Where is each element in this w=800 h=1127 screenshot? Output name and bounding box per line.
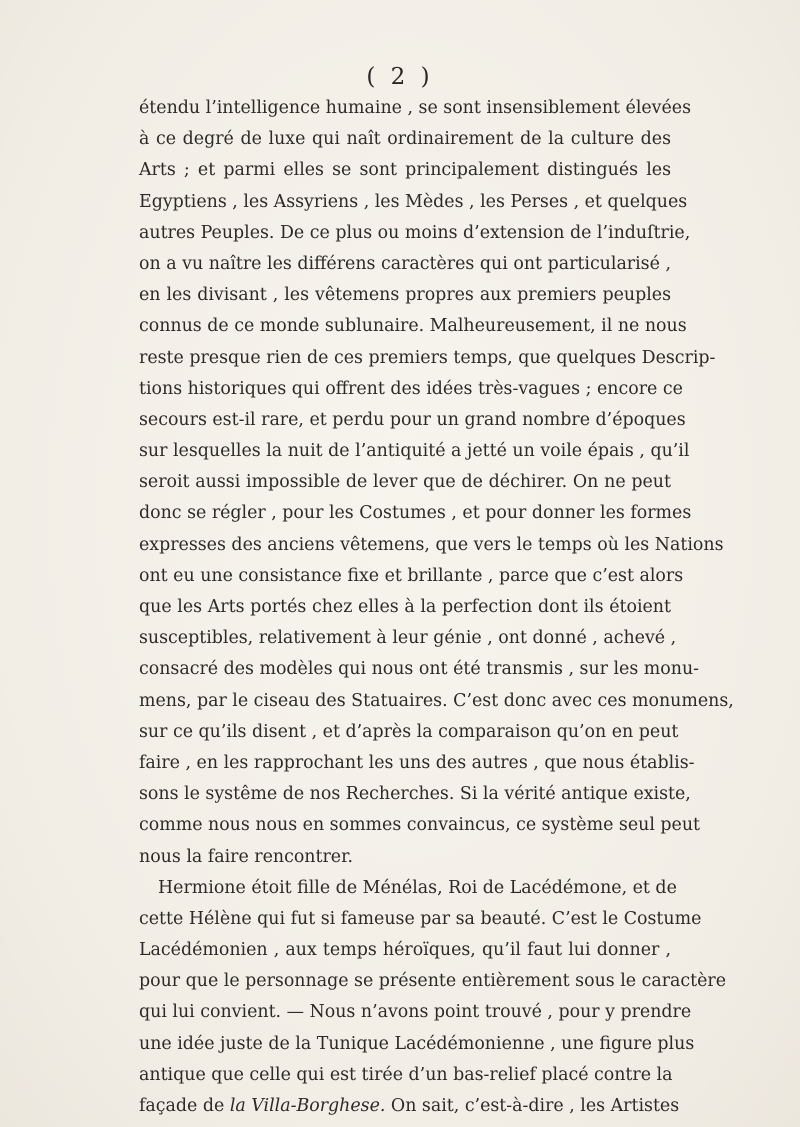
text-line: comme nous nous en sommes convaincus, ce système seul peut [139,815,701,836]
text-line: expresses des anciens vêtemens, que vers le temps où les Nations [139,534,724,555]
text-line: qui lui convient. — Nous n’avons point trouvé , pour y prendre [139,1002,692,1023]
text-line: pour que le personnage se présente entièrement sous le caractère [139,971,727,992]
text-line: que les Arts portés chez elles à la perfection dont ils étoient [139,597,671,617]
text-line: on a vu naître les différens caractères qui ont particularisé , [139,253,671,274]
body-text [139,93,734,1122]
text-line: Arts ; et parmi elles se sont principalement distingués les [139,160,671,181]
text-line: étendu l’intelligence humaine , se sont insensiblement élevées [139,98,692,118]
paragraph-end-line: nous la faire rencontrer. [139,846,354,867]
text-line: une idée juste de la Tunique Lacédémonienne , une figure plus [139,1033,695,1054]
final-text-line [139,1091,680,1122]
text-line: antique que celle qui est tirée d’un bas-relief placé contre la [139,1064,673,1085]
text-line: cette Hélène qui fut si fameuse par sa beauté. C’est le Costume [139,908,702,929]
text-line: sur lesquelles la nuit de l’antiquité a jetté un voile épais , qu’il [139,441,690,462]
text-line: autres Peuples. De ce plus ou moins d’extension de l’induſtrie, [139,222,691,243]
text-line: mens, par le ciseau des Statuaires. C’est donc avec ces monumens, [139,690,734,711]
text-line: ont eu une consistance fixe et brillante , parce que c’est alors [139,565,684,586]
text-line: Egyptiens , les Assyriens , les Mèdes , les Perses , et quelques [139,191,688,212]
text-line: donc se régler , pour les Costumes , et pour donner les formes [139,503,692,524]
text-line: en les divisant , les vêtemens propres aux premiers peuples [139,285,671,306]
text-line: sons le systême de nos Recherches. Si la vérité antique existe, [139,784,691,805]
text-line: faire , en les rapprochant les uns des autres , que nous établis- [139,752,695,773]
page-number: ( 2 ) [366,64,434,90]
villa-borghese-italic: la Villa-Borghese. [229,1096,386,1116]
text-line: susceptibles, relativement à leur génie , ont donné , achevé , [139,628,677,649]
final-line-end: On sait, c’est-à-dire , les Artistes [385,1096,680,1116]
text-line: Lacédémonien , aux temps héroïques, qu’il faut lui donner , [139,940,671,961]
text-line: secours est-il rare, et perdu pour un grand nombre d’époques [139,409,686,430]
final-line-start: façade de [139,1096,230,1116]
text-line: tions historiques qui offrent des idées très-vagues ; encore ce [139,378,683,399]
text-line: reste presque rien de ces premiers temps, que quelques Descrip- [139,347,716,368]
text-line: seroit aussi impossible de lever que de déchirer. On ne peut [139,472,671,493]
text-line: connus de ce monde sublunaire. Malheureusement, il ne nous [139,316,687,337]
paragraph-start-line: Hermione étoit fille de Ménélas, Roi de Lacédémone, et de [158,877,677,898]
text-line: à ce degré de luxe qui naît ordinairement de la culture des [139,129,671,150]
text-line: sur ce qu’ils disent , et d’après la comparaison qu’on en peut [139,721,679,742]
text-line: consacré des modèles qui nous ont été transmis , sur les monu- [139,659,700,680]
